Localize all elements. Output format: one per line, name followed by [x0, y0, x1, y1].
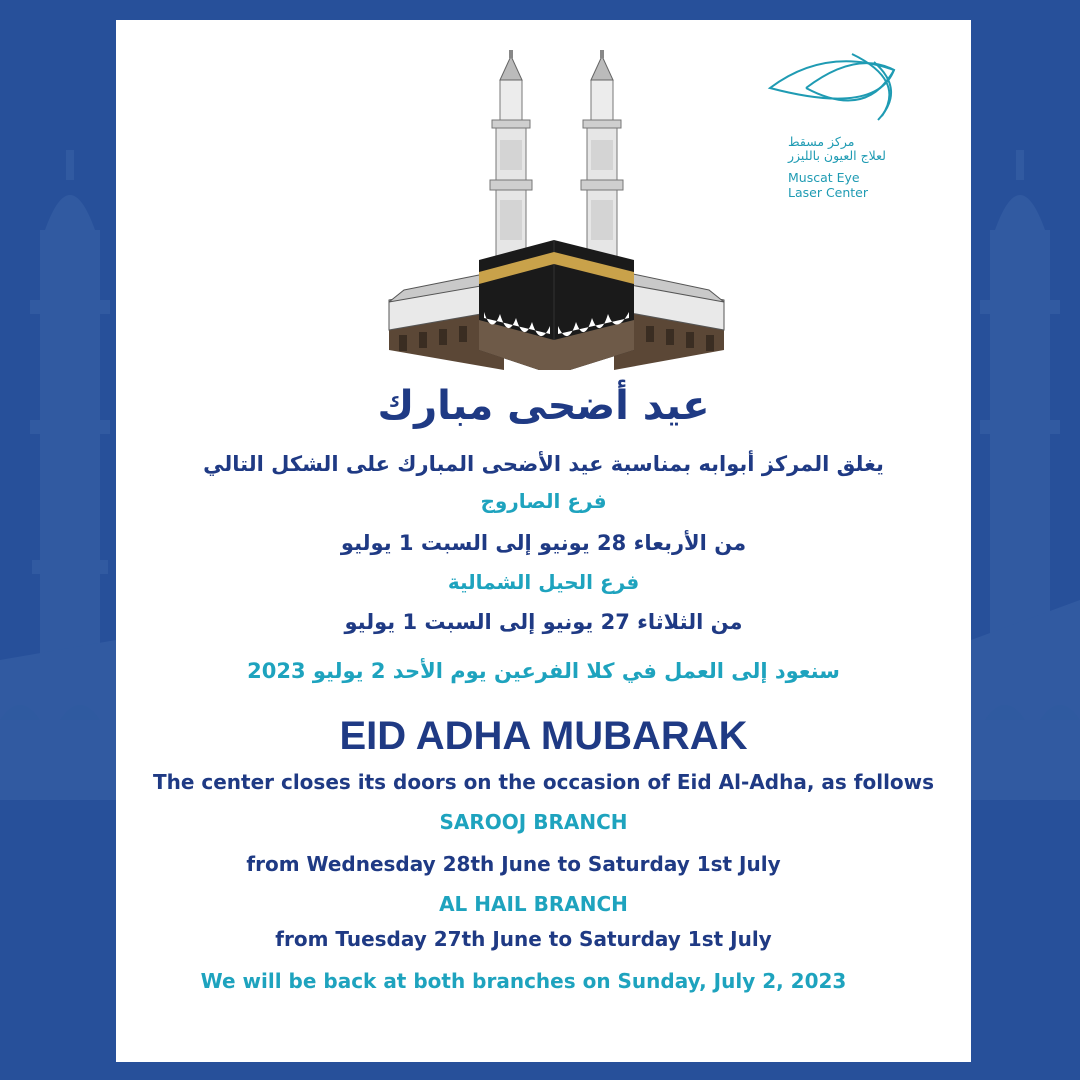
eye-logo-icon — [766, 40, 906, 130]
english-return-note: We will be back at both branches on Sunday, July 2, 2023 — [200, 969, 847, 993]
english-title: EID ADHA MUBARAK — [339, 714, 748, 758]
arabic-branch1-name: فرع الصاروج — [480, 489, 607, 513]
arabic-branch2-name: فرع الحيل الشمالية — [447, 570, 640, 594]
arabic-return-note: سنعود إلى العمل في كلا الفرعين يوم الأحد 2 يوليو 2023 — [247, 659, 840, 683]
logo-english-line2: Laser Center — [788, 185, 869, 200]
announcement-card — [116, 20, 971, 1062]
kaaba-mosque-illustration — [384, 50, 729, 370]
english-branch2-name: AL HAIL BRANCH — [439, 892, 628, 916]
logo-english-line1: Muscat Eye — [788, 170, 860, 185]
arabic-branch1-dates: من الأربعاء 28 يونيو إلى السبت 1 يوليو — [340, 531, 747, 555]
english-branch2-dates: from Tuesday 27th June to Saturday 1st July — [275, 927, 772, 951]
arabic-intro: يغلق المركز أبوابه بمناسبة عيد الأضحى المبارك على الشكل التالي — [203, 452, 884, 476]
arabic-title: عيد أضحى مبارك — [377, 383, 710, 429]
logo-arabic-line2: لعلاج العيون بالليزر — [788, 148, 886, 163]
english-branch1-name: SAROOJ BRANCH — [439, 810, 628, 834]
logo-arabic-line1: مركز مسقط — [788, 134, 855, 149]
english-branch1-dates: from Wednesday 28th June to Saturday 1st July — [246, 852, 781, 876]
arabic-branch2-dates: من الثلاثاء 27 يونيو إلى السبت 1 يوليو — [344, 610, 743, 634]
muscat-eye-logo — [766, 40, 916, 210]
english-intro: The center closes its doors on the occasion of Eid Al-Adha, as follows — [152, 770, 935, 794]
